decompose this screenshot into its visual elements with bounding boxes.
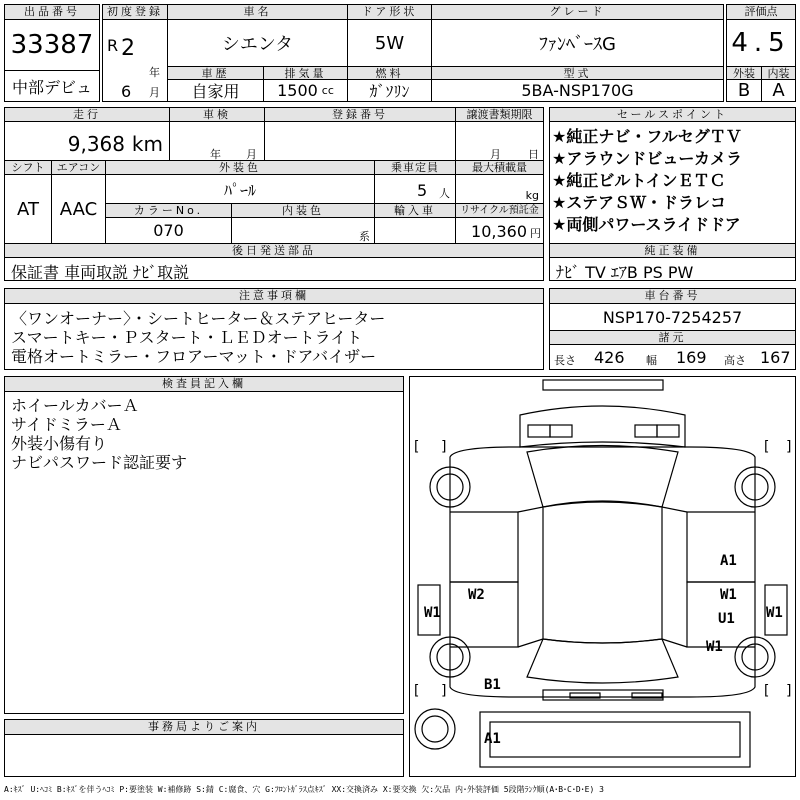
exterior-label: 外装 — [726, 66, 762, 80]
bracket-rear-left: [ — [412, 683, 421, 699]
sales-point: ★両側パワースライドドア — [552, 215, 741, 234]
year-unit: 年 — [149, 66, 160, 79]
door: 5W — [347, 19, 432, 67]
bracket-right-close: ] — [785, 439, 794, 455]
interior-label: 内装 — [761, 66, 796, 80]
first-reg-label: 初度登録 — [102, 4, 168, 20]
sales-point: ★純正ナビ・フルセグＴＶ — [552, 127, 742, 146]
length-label: 長さ — [554, 354, 576, 367]
inspection-cell — [169, 121, 265, 161]
grade: ﾌｧﾝﾍﾞｰｽG — [431, 19, 724, 67]
damage-marker: U1 — [718, 611, 735, 627]
first-reg-box — [102, 19, 168, 102]
ac: AAC — [51, 174, 106, 244]
damage-marker: A1 — [484, 731, 501, 747]
inspector-section — [4, 376, 404, 714]
notes-label: 注意事項欄 — [4, 288, 544, 304]
exterior: B — [726, 79, 762, 102]
inspector-line: ホイールカバーＡ — [11, 396, 139, 415]
damage-marker: W2 — [468, 587, 485, 603]
car-name-label: 車名 — [167, 4, 348, 20]
history: 自家用 — [167, 79, 264, 102]
equipment-cell — [549, 257, 796, 281]
color-no: 070 — [105, 217, 232, 244]
damage-marker: W1 — [766, 605, 783, 621]
color-no-label: カラーNo. — [105, 203, 232, 218]
capacity-label: 乗車定員 — [374, 160, 456, 175]
inspection-year: 年 — [210, 148, 221, 161]
interior: A — [761, 79, 796, 102]
legend: A:ｷｽﾞ U:ﾍｺﾐ B:ｷｽﾞを伴うﾍｺﾐ P:要塗装 W:補修跡 S:錆 C:腐食、穴 G:ﾌﾛﾝﾄｶﾞﾗｽ点ｷｽﾞ XX:交換済み X:要交換 欠:欠品 内･外装評価 5段階ﾗﾝｸ順(A･B･C･D･E) 3 — [4, 785, 604, 794]
shift-label: シフト — [4, 160, 52, 175]
capacity: 5 — [417, 181, 428, 200]
mileage-unit: km — [131, 132, 163, 156]
ext-color-label: 外装色 — [105, 160, 375, 175]
displacement: 1500 — [277, 81, 318, 100]
score: 4.5 — [726, 19, 796, 67]
transfer-label: 譲渡書類期限 — [455, 107, 544, 122]
reg-no-label: 登録番号 — [264, 107, 456, 122]
inspector-line: サイドミラーＡ — [11, 415, 122, 434]
note-line: スマートキー・Ｐスタート・ＬＥＤオートライト — [11, 328, 363, 347]
damage-marker: A1 — [720, 553, 737, 569]
fuel-label: 燃料 — [347, 66, 432, 80]
note-line: 〈ワンオーナー〉・シートヒーター＆ステアヒーター — [11, 309, 386, 328]
height: 167 — [760, 348, 791, 367]
bracket-right: [ — [762, 439, 771, 455]
later-cell — [4, 257, 544, 281]
later-label: 後日発送部品 — [4, 243, 544, 258]
capacity-unit: 人 — [439, 187, 450, 200]
chassis-section — [549, 288, 796, 370]
import-label: 輸入車 — [374, 203, 456, 218]
width-label: 幅 — [646, 354, 657, 367]
int-color-unit: 系 — [359, 230, 370, 243]
recycle-unit: 円 — [530, 227, 541, 240]
spec-cell — [549, 344, 796, 370]
capacity-cell — [374, 174, 456, 204]
mileage-label: 走行 — [4, 107, 170, 122]
damage-marker: W1 — [706, 639, 723, 655]
bracket-left: [ — [412, 439, 421, 455]
max-load-unit: kg — [525, 189, 539, 202]
sales-point: ★ステアＳＷ・ドラレコ — [552, 193, 727, 212]
car-name: シエンタ — [167, 19, 348, 67]
bracket-rear-right: [ — [762, 683, 771, 699]
int-color-label: 内装色 — [231, 203, 375, 218]
note-line: 電格オートミラー・フロアーマット・ドアバイザー — [11, 347, 377, 366]
ext-color: ﾊﾟｰﾙ — [105, 174, 375, 204]
car-outline-diagram — [410, 377, 795, 776]
inspector-body — [4, 391, 404, 714]
max-load-label: 最大積載量 — [455, 160, 544, 175]
transfer-day: 日 — [528, 148, 539, 161]
inspector-line: 外装小傷有り — [11, 434, 108, 453]
lot-no: 33387 — [4, 19, 100, 71]
model: 5BA-NSP170G — [431, 79, 724, 102]
mileage-cell — [4, 121, 170, 161]
inspector-line: ナビパスワード認証要す — [11, 453, 188, 472]
shift: AT — [4, 174, 52, 244]
month: 6 — [121, 82, 132, 101]
length: 426 — [594, 348, 625, 367]
max-load-cell — [455, 174, 544, 204]
recycle-cell — [455, 217, 544, 244]
spec-label: 諸元 — [549, 330, 796, 345]
sales-point: ★アラウンドビューカメラ — [552, 149, 743, 168]
fuel: ｶﾞｿﾘﾝ — [347, 79, 432, 102]
sales-section — [549, 107, 796, 281]
venue: 中部デビュ — [4, 70, 100, 102]
bracket-left-close: ] — [440, 439, 449, 455]
bracket-rear-right-close: ] — [785, 683, 794, 699]
chassis-value: NSP170-7254257 — [549, 303, 796, 331]
width: 169 — [676, 348, 707, 367]
mileage: 9,368 — [67, 132, 125, 156]
history-label: 車歴 — [167, 66, 264, 80]
score-label: 評価点 — [726, 4, 796, 20]
recycle: 10,360 — [471, 222, 527, 241]
ac-label: エアコン — [51, 160, 106, 175]
office-label: 事務局よりご案内 — [4, 719, 404, 735]
damage-marker: W1 — [720, 587, 737, 603]
equipment-label: 純正装備 — [549, 243, 796, 258]
recycle-label: リサイクル預託金 — [455, 203, 544, 218]
header-section — [4, 4, 796, 102]
grade-label: グレード — [431, 4, 724, 20]
sales-point: ★純正ビルトインＥＴＣ — [552, 171, 726, 190]
notes-section — [4, 288, 544, 370]
later-value: 保証書 車両取説 ﾅﾋﾞ取説 — [11, 263, 190, 281]
displacement-label: 排気量 — [263, 66, 348, 80]
inspection-label: 車検 — [169, 107, 265, 122]
era: R — [107, 36, 119, 55]
int-color-cell — [231, 217, 375, 244]
damage-marker: W1 — [424, 605, 441, 621]
sales-label: セールスポイント — [549, 107, 796, 122]
damage-diagram — [409, 376, 796, 777]
model-label: 型式 — [431, 66, 724, 80]
office-body — [4, 734, 404, 777]
import-cell — [374, 217, 456, 244]
year: 2 — [121, 36, 135, 61]
inspector-label: 検査員記入欄 — [4, 376, 404, 392]
bracket-rear-left-close: ] — [440, 683, 449, 699]
lot-no-label: 出品番号 — [4, 4, 100, 20]
inspection-month: 月 — [246, 148, 257, 161]
transfer-month: 月 — [490, 148, 501, 161]
displacement-unit: cc — [321, 84, 334, 97]
month-unit: 月 — [149, 86, 160, 99]
vehicle-details-section — [4, 107, 544, 281]
transfer-cell — [455, 121, 544, 161]
damage-marker: B1 — [484, 677, 501, 693]
notes-body — [4, 303, 544, 370]
chassis-label: 車台番号 — [549, 288, 796, 304]
equipment-value: ﾅﾋﾞ TV ｴｱB PS PW — [556, 263, 694, 281]
displacement-cell — [263, 79, 348, 102]
height-label: 高さ — [724, 354, 746, 367]
office-section — [4, 719, 404, 777]
sales-points — [549, 121, 796, 244]
reg-no-cell — [264, 121, 456, 161]
door-label: ドア形状 — [347, 4, 432, 20]
